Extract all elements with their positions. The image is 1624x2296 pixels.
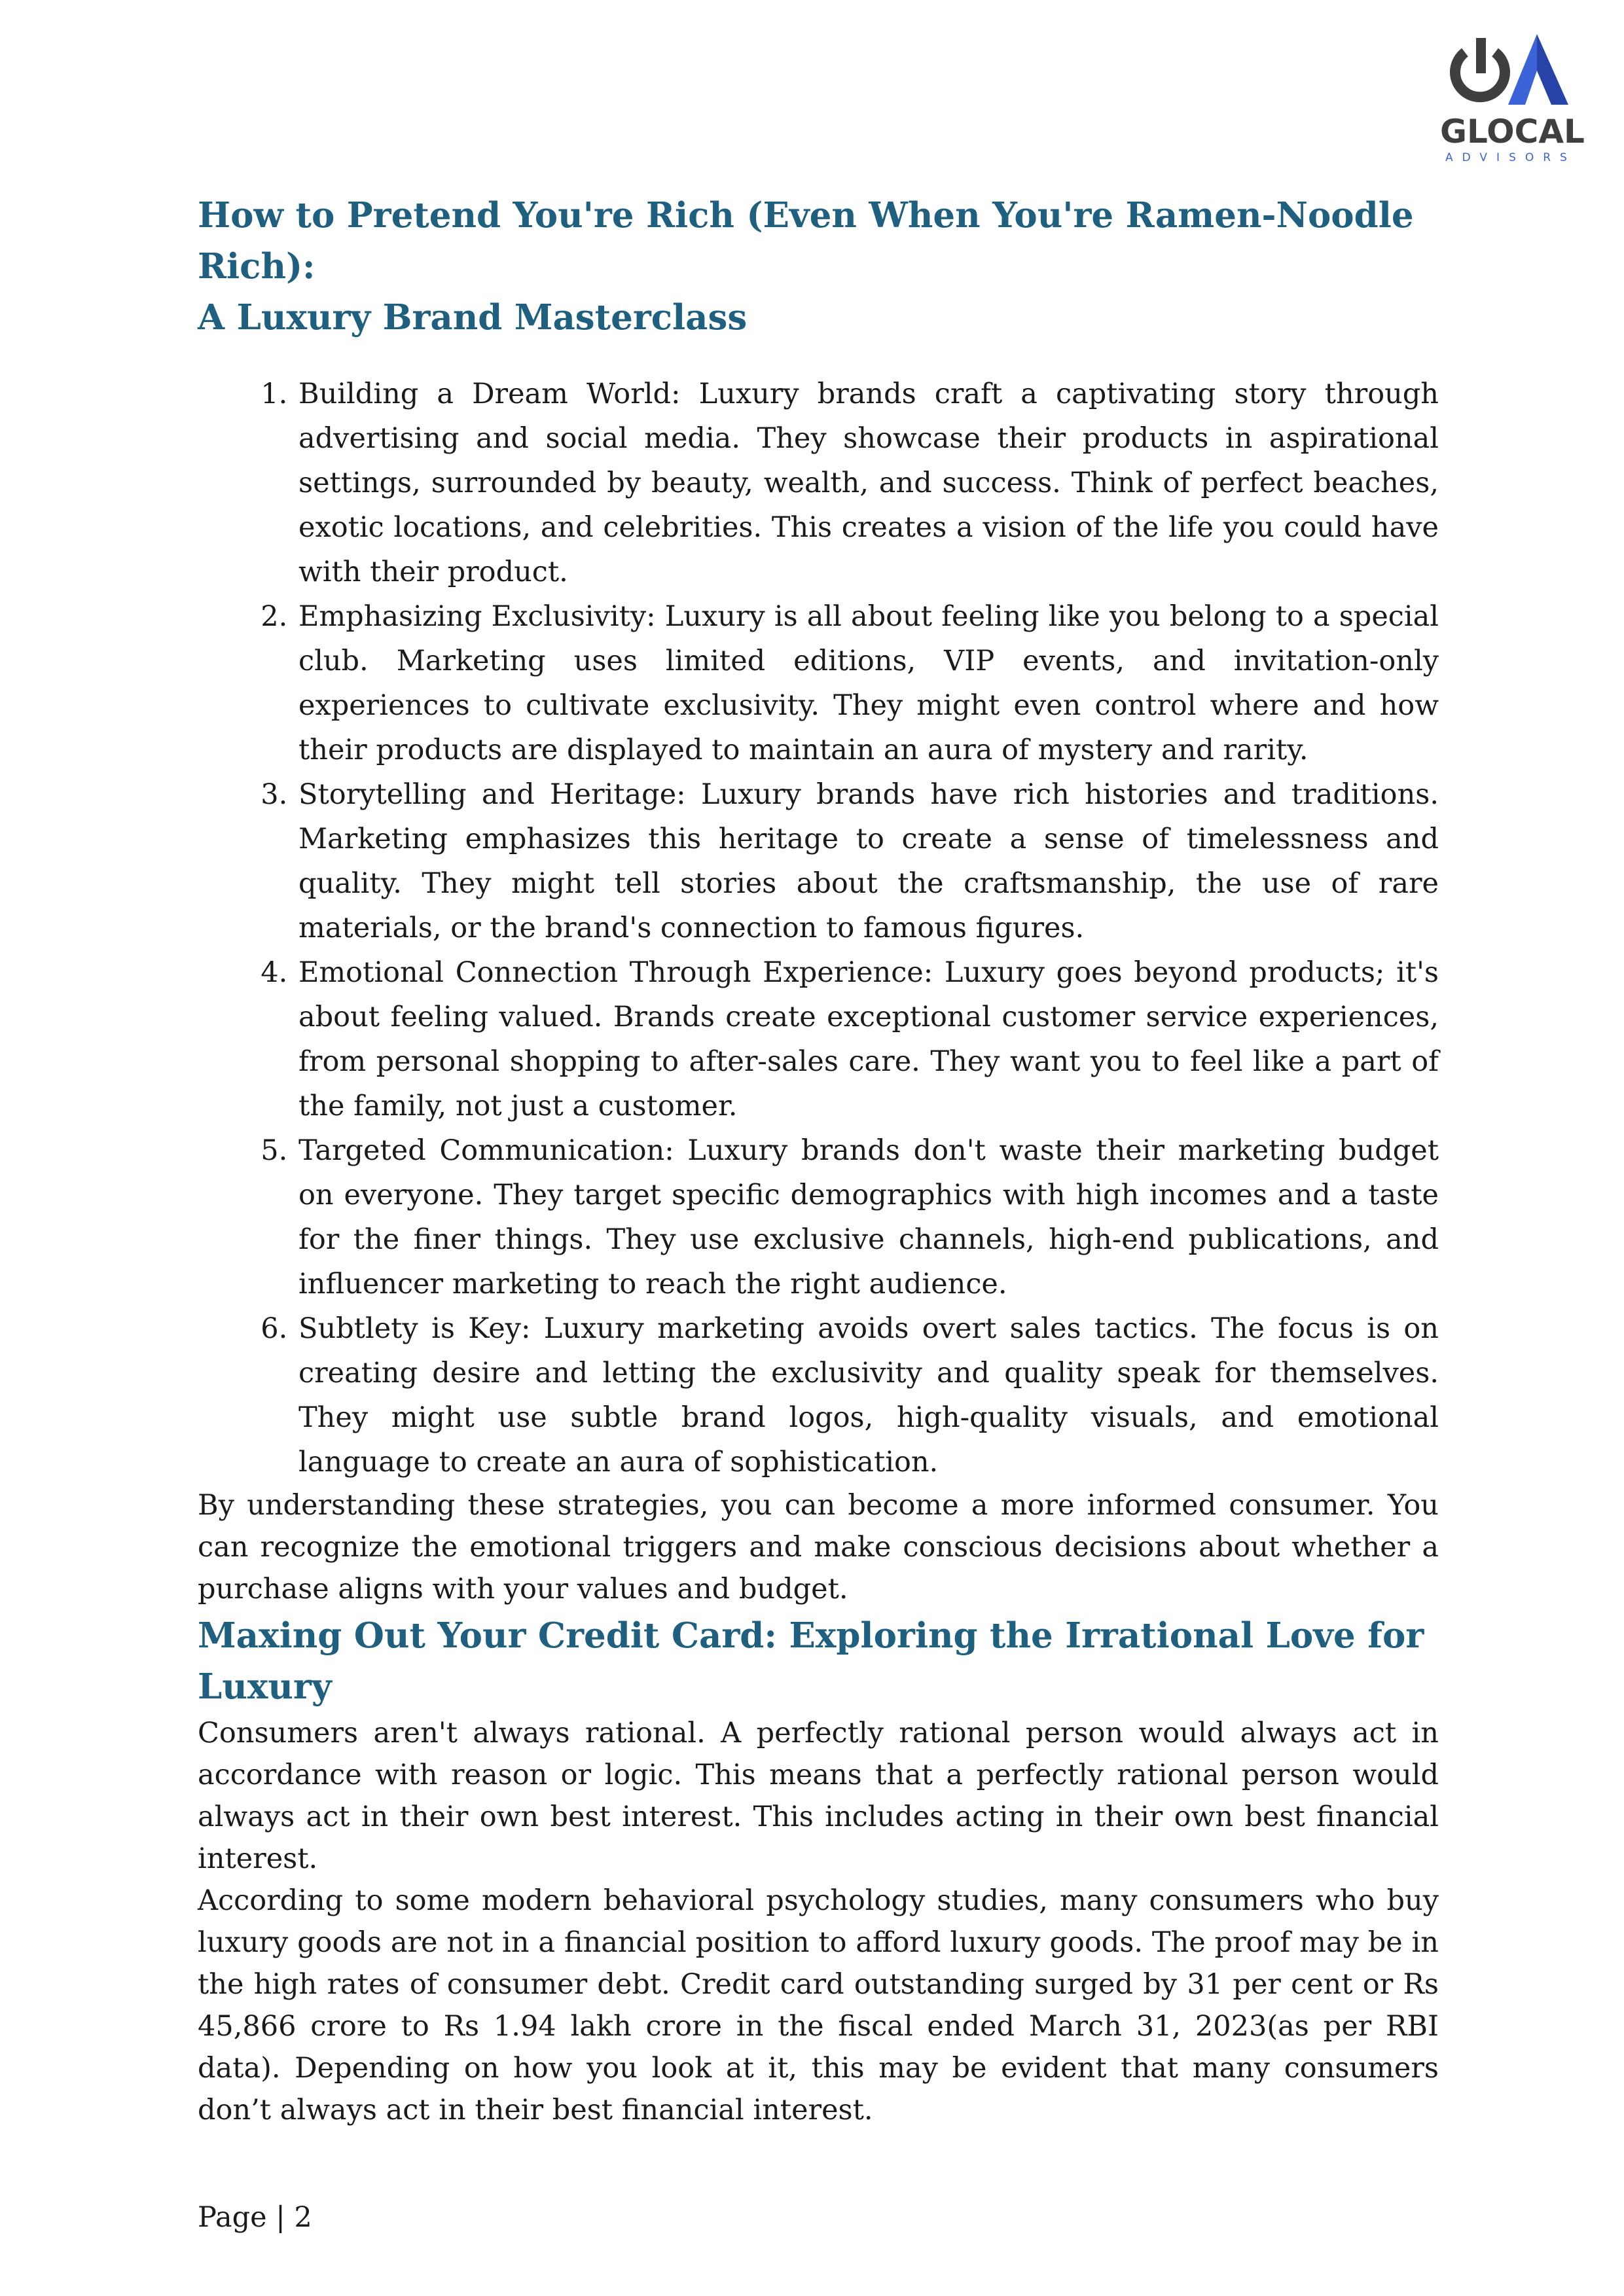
glocal-advisors-logo [1440,33,1591,164]
section1-title-line1: How to Pretend You're Rich (Even When You're Ramen-Noodle Rich): [198,195,1414,287]
list-item: 4. Emotional Connection Through Experience: Luxury goes beyond products; it's about feeling valued. Brands create exceptional customer service experiences, from personal shopping to after-sales care. They want you to feel like a part of the family, not just a customer. [297,950,1439,1128]
logo-mark-icon [1440,33,1591,164]
page-number: Page | 2 [198,2201,312,2234]
logo-tagline: ADVISORS [1445,151,1576,164]
list-item: 5. Targeted Communication: Luxury brands don't waste their marketing budget on everyone. They target specific demographics with high incomes and a taste for the finer things. They use exclusive channels, high-end publications, and influencer marketing to reach the right audience. [297,1128,1439,1306]
list-item: 2. Emphasizing Exclusivity: Luxury is all about feeling like you belong to a special club. Marketing uses limited editions, VIP events, and invitation-only experiences to cultivate exclusivity. They might even control where and how their products are displayed to maintain an aura of mystery and rarity. [297,594,1439,772]
list-item: 6. Subtlety is Key: Luxury marketing avoids overt sales tactics. The focus is on creating desire and letting the exclusivity and quality speak for themselves. They might use subtle brand logos, high-quality visuals, and emotional language to create an aura of sophistication. [297,1306,1439,1484]
section2-title: Maxing Out Your Credit Card: Exploring the Irrational Love for Luxury [198,1615,1424,1707]
strategy-list [198,372,1439,1484]
section1-title-line2: A Luxury Brand Masterclass [198,297,748,338]
list-item: 3. Storytelling and Heritage: Luxury brands have rich histories and traditions. Marketing emphasizes this heritage to create a sense of timelessness and quality. They might tell stories about the craftsmanship, the use of rare materials, or the brand's connection to famous figures. [297,772,1439,950]
section1-conclusion: By understanding these strategies, you can become a more informed consumer. You can recognize the emotional triggers and make conscious decisions about whether a purchase aligns with your values and budget. [198,1489,1439,1605]
section1-heading [198,190,1439,343]
section2-paragraph: Consumers aren't always rational. A perfectly rational person would always act in accordance with reason or logic. This means that a perfectly rational person would always act in their own best interest. This includes acting in their own best financial interest. [198,1717,1439,1875]
page-content [198,190,1439,2131]
list-item: 1. Building a Dream World: Luxury brands craft a captivating story through advertising and social media. They showcase their products in aspirational settings, surrounded by beauty, wealth, and success. Think of perfect beaches, exotic locations, and celebrities. This creates a vision of the life you could have with their product. [297,372,1439,594]
section2-paragraph: According to some modern behavioral psychology studies, many consumers who buy luxury goods are not in a financial position to afford luxury goods. The proof may be in the high rates of consumer debt. Credit card outstanding surged by 31 per cent or Rs 45,866 crore to Rs 1.94 lakh crore in the fiscal ended March 31, 2023(as per RBI data). Depending on how you look at it, this may be evident that many consumers don’t always act in their best financial interest. [198,1884,1439,2126]
logo-name: GLOCAL [1440,113,1585,151]
